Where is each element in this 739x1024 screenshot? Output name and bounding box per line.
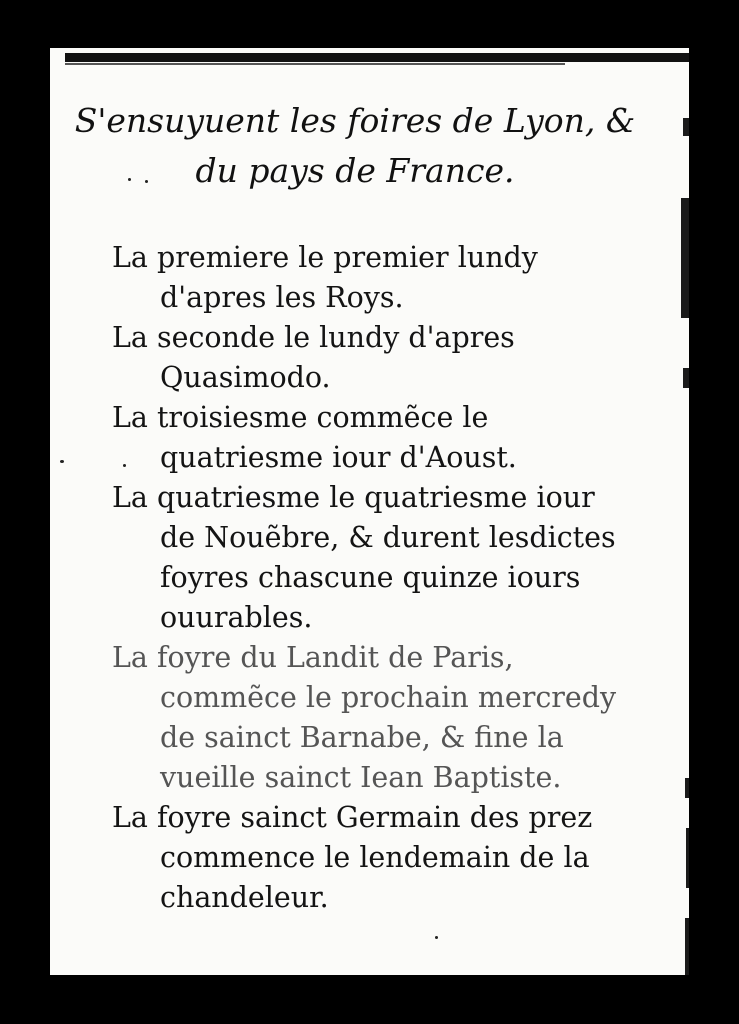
page-heading bbox=[70, 96, 640, 196]
paper-speck bbox=[435, 936, 438, 939]
heading-line-1: S'ensuyuent les foires de Lyon, & bbox=[74, 101, 636, 140]
fair-entry: La premiere le premier lundy d'apres les Roys. bbox=[112, 241, 538, 314]
fair-entry: La troisiesme commẽce le quatriesme iour d'Aoust. bbox=[112, 401, 517, 474]
fair-entry: La foyre du Landit de Paris, commẽce le prochain mercredy de sainct Barnabe, & fine la vueille sainct Iean Baptiste. bbox=[112, 641, 617, 794]
document-page bbox=[50, 48, 689, 975]
fair-entry: La seconde le lundy d'apres Quasimodo. bbox=[112, 321, 515, 394]
heading-line-2: du pays de France. bbox=[195, 151, 515, 190]
binding-edge-mark bbox=[686, 828, 689, 888]
binding-edge-mark bbox=[681, 198, 689, 318]
page-top-rule bbox=[65, 53, 689, 62]
binding-edge-mark bbox=[685, 778, 689, 798]
binding-edge-mark bbox=[683, 368, 689, 388]
page-top-rule-shadow bbox=[65, 63, 565, 65]
binding-edge-mark bbox=[683, 118, 689, 136]
binding-edge-mark bbox=[685, 918, 689, 975]
paper-speck bbox=[60, 460, 64, 463]
fair-list bbox=[112, 238, 632, 918]
fair-entry: La quatriesme le quatriesme iour de Nouẽbre, & durent lesdictes foyres chascune quinze iours ouurables. bbox=[112, 481, 616, 634]
fair-entry: La foyre sainct Germain des prez commence le lendemain de la chandeleur. bbox=[112, 801, 593, 914]
